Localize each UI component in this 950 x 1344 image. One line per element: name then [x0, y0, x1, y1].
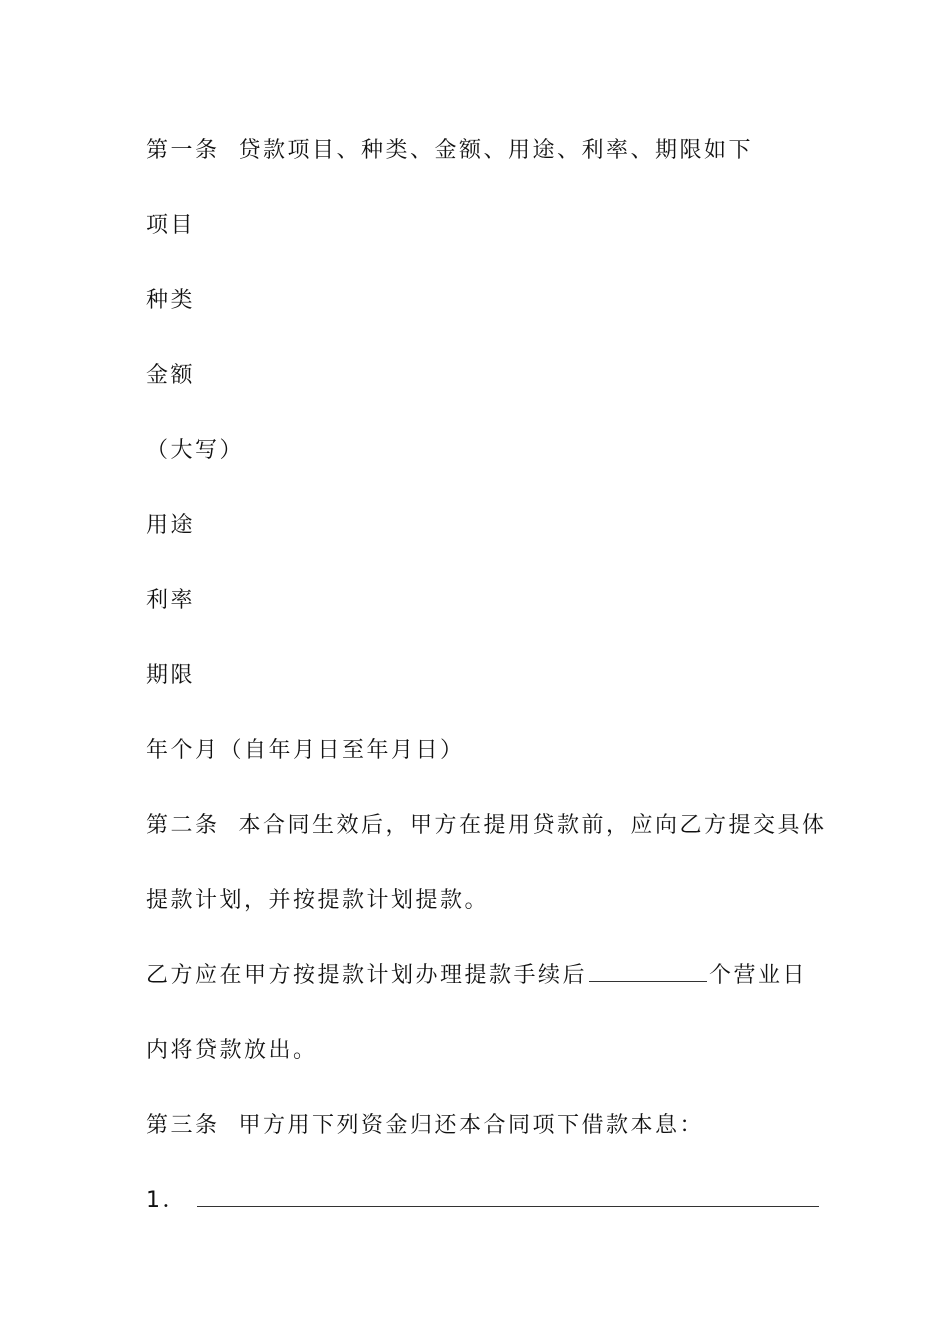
article3-line [146, 1112, 704, 1140]
article2-para2-before: 乙方应在甲方按提款计划办理提款手续后 [146, 963, 588, 988]
article2-text-line1: 本合同生效后，甲方在提用贷款前，应向乙方提交具体 [238, 813, 827, 838]
field-term-detail: 年个月（自年月日至年月日） [146, 738, 465, 763]
article2-line1 [146, 812, 827, 840]
article2-heading: 第二条 [146, 813, 220, 838]
article1-heading: 第一条 [146, 138, 220, 163]
repayment-item-1-blank[interactable] [197, 1188, 819, 1207]
repayment-item-1-label: 1． [146, 1188, 187, 1213]
field-interest-rate: 利率 [146, 588, 196, 613]
article2-text-line2: 提款计划，并按提款计划提款。 [146, 888, 490, 913]
field-amount-uppercase: （大写） [146, 438, 245, 463]
article3-text: 甲方用下列资金归还本合同项下借款本息： [238, 1113, 705, 1138]
article2-para2-line2: 内将贷款放出。 [146, 1038, 318, 1063]
article1-line [146, 137, 753, 165]
article2-para2-after: 个营业日 [709, 963, 808, 988]
field-type: 种类 [146, 288, 196, 313]
field-project: 项目 [146, 213, 196, 238]
repayment-item-1 [146, 1187, 819, 1215]
article2-para2 [146, 962, 807, 990]
field-purpose: 用途 [146, 513, 196, 538]
business-days-blank[interactable] [589, 963, 707, 982]
field-amount: 金额 [146, 363, 196, 388]
field-term: 期限 [146, 663, 196, 688]
article3-heading: 第三条 [146, 1113, 220, 1138]
article1-title: 贷款项目、种类、金额、用途、利率、期限如下 [238, 138, 754, 163]
